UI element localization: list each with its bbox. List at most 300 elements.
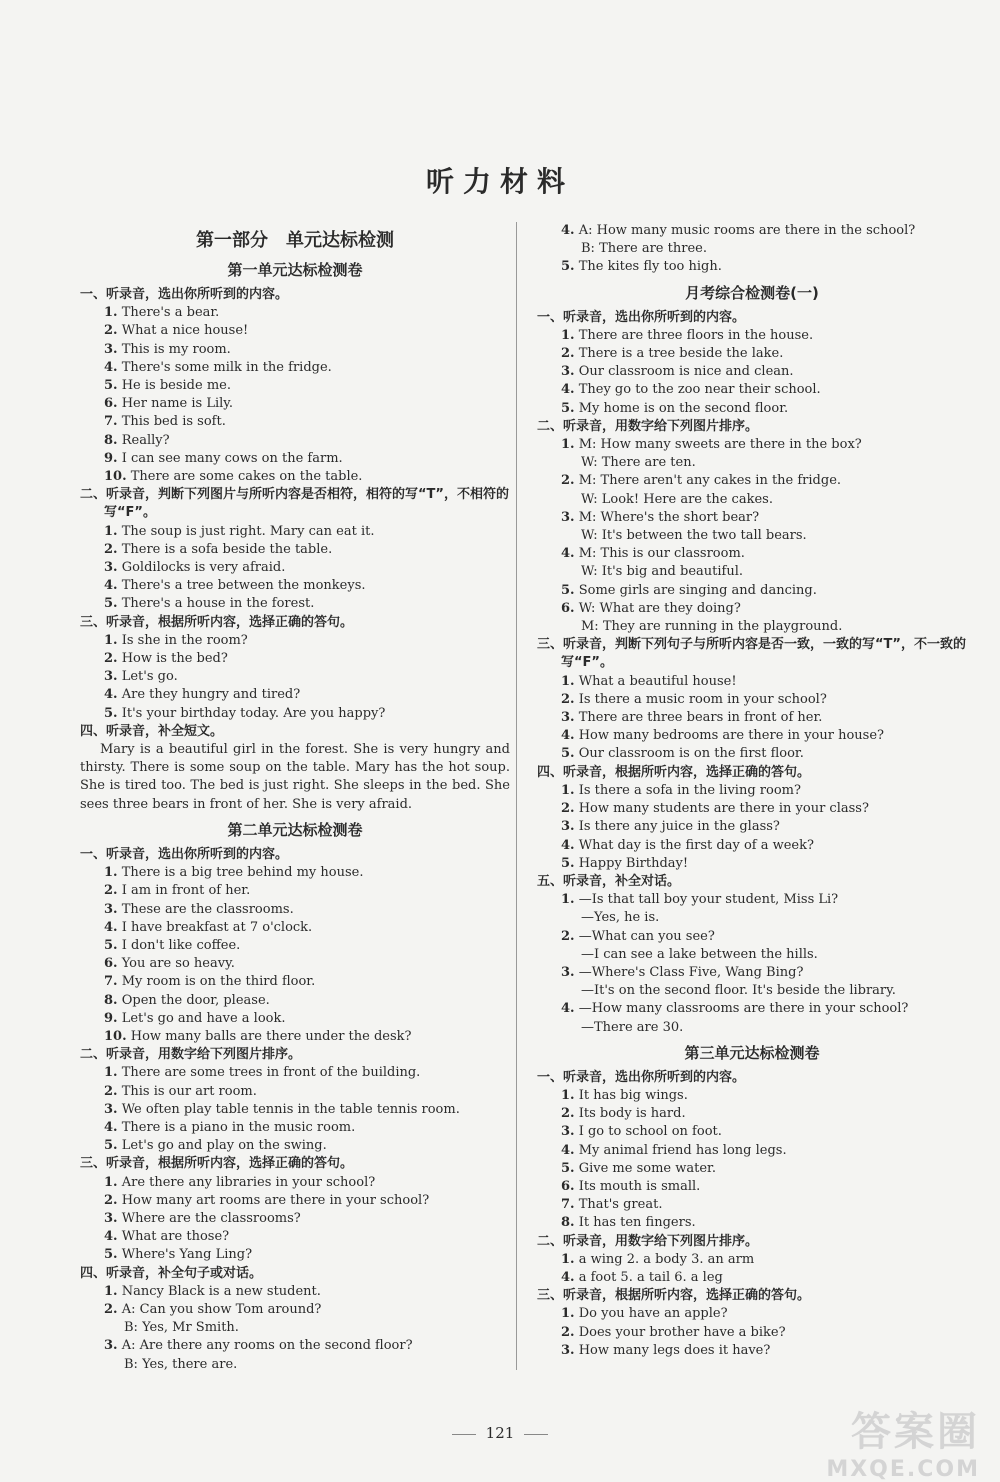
item-number: 4. <box>561 1142 575 1158</box>
item-text: I am in front of her. <box>121 883 251 899</box>
item-number: 1. <box>104 865 118 881</box>
section-instruction: 四、听录音，补全句子或对话。 <box>80 1265 263 1281</box>
list-item <box>537 709 967 727</box>
section-instruction: 三、听录音，根据所听内容，选择正确的答句。 <box>80 1156 354 1172</box>
item-number: 3. <box>104 1338 118 1354</box>
part-heading: 第一部分 单元达标检测 <box>196 230 394 251</box>
item-text: A: How many music rooms are there in the school? <box>578 223 916 238</box>
item-text: Is there a music room in your school? <box>578 691 827 707</box>
list-item <box>80 450 510 468</box>
list-item <box>80 595 510 613</box>
list-item <box>80 341 510 359</box>
item-text: What are those? <box>121 1229 230 1245</box>
item-number: 2. <box>104 541 118 557</box>
list-item <box>537 1214 967 1232</box>
list-item <box>537 1196 967 1214</box>
item-text: Really? <box>121 432 170 448</box>
item-number: 8. <box>561 1215 575 1231</box>
list-item <box>80 577 510 595</box>
list-item <box>537 1123 967 1141</box>
list-item <box>537 258 967 276</box>
item-number: 4. <box>561 1001 575 1017</box>
item-text: Happy Birthday! <box>578 855 689 871</box>
unit-heading: 月考综合检测卷(一) <box>685 283 819 302</box>
item-text: Some girls are singing and dancing. <box>578 582 817 598</box>
item-text: W: What are they doing? <box>578 600 741 616</box>
list-item <box>80 1064 510 1082</box>
right-column <box>537 222 967 1360</box>
section-instruction: 四、听录音，根据所听内容，选择正确的答句。 <box>537 764 811 780</box>
item-text: There are some trees in front of the building. <box>121 1065 421 1081</box>
item-text: B: Yes, Mr Smith. <box>124 1320 239 1336</box>
list-item <box>537 222 967 240</box>
item-text: It has ten fingers. <box>578 1215 696 1231</box>
list-item <box>80 1137 510 1155</box>
section-instruction: 一、听录音，选出你所听到的内容。 <box>80 287 289 302</box>
item-number: 6. <box>561 1178 575 1194</box>
list-item <box>537 582 967 600</box>
list-item <box>80 1083 510 1101</box>
item-text: Is there any juice in the glass? <box>578 819 780 835</box>
item-number: 3. <box>561 964 575 980</box>
item-text: Do you have an apple? <box>578 1306 728 1322</box>
item-text: These are the classrooms. <box>121 901 294 917</box>
list-item <box>537 928 967 946</box>
list-item <box>537 727 967 745</box>
item-text: What a nice house! <box>121 323 249 339</box>
list-item <box>80 559 510 577</box>
item-number: 2. <box>561 691 575 707</box>
section-instruction: 三、听录音，根据所听内容，选择正确的答句。 <box>80 614 354 630</box>
list-item <box>537 1324 967 1342</box>
dialogue-reply <box>537 618 967 636</box>
item-text: How is the bed? <box>121 651 228 667</box>
watermark-text: 答案圈 <box>851 1409 980 1455</box>
item-text: There's a house in the forest. <box>121 596 315 612</box>
item-text: They go to the zoo near their school. <box>578 382 821 398</box>
item-text: I don't like coffee. <box>121 937 241 953</box>
list-item <box>537 345 967 363</box>
list-item <box>537 363 967 381</box>
item-text: —There are 30. <box>581 1019 684 1035</box>
watermark-logo <box>826 1400 980 1482</box>
item-number: 1. <box>104 305 118 321</box>
item-number: 2. <box>104 1083 118 1099</box>
item-number: 10. <box>104 469 127 485</box>
item-number: 5. <box>561 746 575 762</box>
item-text: My home is on the second floor. <box>578 400 789 416</box>
item-text: There's some milk in the fridge. <box>121 359 332 375</box>
item-number: 2. <box>561 1324 575 1340</box>
item-text: M: They are running in the playground. <box>581 619 843 635</box>
item-number: 5. <box>104 1247 118 1263</box>
item-text: My room is on the third floor. <box>121 974 316 990</box>
left-column <box>80 222 510 1374</box>
list-item <box>80 322 510 340</box>
item-number: 2. <box>104 883 118 899</box>
item-text: Is she in the room? <box>121 632 248 648</box>
item-text: a wing 2. a body 3. an arm <box>578 1251 755 1267</box>
item-number: 4. <box>561 546 575 562</box>
item-text: Goldilocks is very afraid. <box>121 560 286 576</box>
item-text: There's a tree between the monkeys. <box>121 578 366 594</box>
list-item <box>80 541 510 559</box>
item-text: W: Look! Here are the cakes. <box>581 491 773 507</box>
list-item <box>80 901 510 919</box>
list-item <box>80 650 510 668</box>
item-number: 3. <box>561 364 575 380</box>
item-text: Are they hungry and tired? <box>121 687 301 703</box>
list-item <box>537 855 967 873</box>
list-item <box>537 782 967 800</box>
item-text: Let's go. <box>121 669 178 685</box>
item-text: There are some cakes on the table. <box>130 469 363 485</box>
item-text: How many legs does it have? <box>578 1342 771 1358</box>
item-number: 3. <box>104 669 118 685</box>
list-item <box>537 436 967 454</box>
item-number: 4. <box>104 1229 118 1245</box>
item-number: 8. <box>104 992 118 1008</box>
item-text: I can see many cows on the farm. <box>121 450 343 466</box>
dialogue-reply <box>537 1019 967 1037</box>
item-number: 1. <box>104 1174 118 1190</box>
list-item <box>537 381 967 399</box>
item-number: 4. <box>104 687 118 703</box>
item-text: Our classroom is nice and clean. <box>578 364 794 380</box>
list-item <box>80 705 510 723</box>
list-item <box>80 523 510 541</box>
item-text: I go to school on foot. <box>578 1124 722 1140</box>
dialogue-reply <box>80 1356 510 1374</box>
item-text: Open the door, please. <box>121 992 270 1008</box>
item-number: 2. <box>561 473 575 489</box>
list-item <box>537 891 967 909</box>
dialogue-reply <box>537 982 967 1000</box>
item-number: 1. <box>561 673 575 689</box>
list-item <box>80 1101 510 1119</box>
page-number: 121 <box>0 1424 1000 1442</box>
list-item <box>80 864 510 882</box>
item-text: Where's Yang Ling? <box>121 1247 253 1263</box>
item-number: 1. <box>561 327 575 343</box>
list-item <box>80 1337 510 1355</box>
list-item <box>80 632 510 650</box>
list-item <box>537 800 967 818</box>
list-item <box>537 545 967 563</box>
section-instruction: 五、听录音，补全对话。 <box>537 873 681 889</box>
item-text: —Yes, he is. <box>581 910 660 926</box>
item-number: 1. <box>561 437 575 453</box>
list-item <box>537 1305 967 1323</box>
item-text: —Is that tall boy your student, Miss Li? <box>578 892 839 908</box>
list-item <box>80 1119 510 1137</box>
item-text: What day is the first day of a week? <box>578 837 814 853</box>
list-item <box>537 691 967 709</box>
item-text: Its body is hard. <box>578 1106 686 1122</box>
list-item <box>80 919 510 937</box>
item-text: Let's go and play on the swing. <box>121 1138 327 1154</box>
item-number: 5. <box>561 1160 575 1176</box>
item-number: 1. <box>561 892 575 908</box>
item-number: 5. <box>104 378 118 394</box>
item-text: How many balls are there under the desk? <box>130 1028 412 1044</box>
list-item <box>537 1160 967 1178</box>
item-number: 9. <box>104 1010 118 1026</box>
item-number: 4. <box>561 223 575 238</box>
item-number: 1. <box>104 632 118 648</box>
list-item <box>537 1251 967 1269</box>
item-number: 1. <box>104 1065 118 1081</box>
list-item <box>80 413 510 431</box>
item-text: —How many classrooms are there in your school? <box>578 1001 909 1017</box>
item-number: 4. <box>561 382 575 398</box>
list-item <box>80 992 510 1010</box>
item-text: We often play table tennis in the table tennis room. <box>121 1101 460 1117</box>
item-number: 3. <box>561 710 575 726</box>
dialogue-reply <box>537 946 967 964</box>
dialogue-reply <box>537 491 967 509</box>
item-number: 4. <box>104 919 118 935</box>
item-text: Its mouth is small. <box>578 1178 701 1194</box>
dialogue-reply <box>537 527 967 545</box>
item-text: This bed is soft. <box>121 414 226 430</box>
item-text: Is there a sofa in the living room? <box>578 782 801 798</box>
section-instruction: 三、听录音，判断下列句子与所听内容是否一致，一致的写“T”，不一致的写“F”。 <box>537 637 966 671</box>
item-text: The kites fly too high. <box>578 259 722 275</box>
item-text: How many students are there in your class? <box>578 801 869 817</box>
item-text: I have breakfast at 7 o'clock. <box>121 919 313 935</box>
item-number: 2. <box>561 801 575 817</box>
section-instruction: 四、听录音，补全短文。 <box>80 723 224 739</box>
dialogue-reply <box>537 909 967 927</box>
list-item <box>537 1269 967 1287</box>
item-text: M: Where's the short bear? <box>578 509 760 525</box>
item-number: 2. <box>561 1106 575 1122</box>
item-text: B: Yes, there are. <box>124 1356 238 1372</box>
list-item <box>80 1174 510 1192</box>
item-number: 10. <box>104 1028 127 1044</box>
item-text: Let's go and have a look. <box>121 1010 286 1026</box>
unit-heading: 第一单元达标检测卷 <box>227 261 363 279</box>
item-text: W: There are ten. <box>581 455 696 471</box>
item-number: 2. <box>104 323 118 339</box>
list-item <box>80 668 510 686</box>
item-text: There is a piano in the music room. <box>121 1119 356 1135</box>
list-item <box>537 1142 967 1160</box>
item-text: It's your birthday today. Are you happy? <box>121 705 386 721</box>
item-number: 5. <box>561 259 575 275</box>
unit-heading: 第二单元达标检测卷 <box>227 820 363 839</box>
page-title: 听力材料 <box>425 165 574 198</box>
item-text: A: Can you show Tom around? <box>121 1301 322 1317</box>
list-item <box>80 432 510 450</box>
item-text: There is a sofa beside the table. <box>121 541 333 557</box>
item-number: 5. <box>104 596 118 612</box>
list-item <box>80 1028 510 1046</box>
list-item <box>80 882 510 900</box>
item-text: There is a tree beside the lake. <box>578 346 784 362</box>
item-number: 2. <box>561 928 575 944</box>
item-text: W: It's between the two tall bears. <box>581 528 807 544</box>
item-text: Are there any libraries in your school? <box>121 1174 376 1190</box>
list-item <box>80 1010 510 1028</box>
dialogue-reply <box>80 1319 510 1337</box>
list-item <box>537 964 967 982</box>
item-number: 1. <box>104 523 118 539</box>
column-divider <box>516 222 517 1370</box>
list-item <box>537 600 967 618</box>
list-item <box>537 327 967 345</box>
list-item <box>80 973 510 991</box>
item-text: M: There aren't any cakes in the fridge. <box>578 473 842 489</box>
item-text: A: Are there any rooms on the second floor? <box>121 1338 413 1354</box>
item-text: There is a big tree behind my house. <box>121 865 364 881</box>
item-text: Does your brother have a bike? <box>578 1324 786 1340</box>
item-number: 1. <box>561 1251 575 1267</box>
item-number: 9. <box>104 450 118 466</box>
list-item <box>537 818 967 836</box>
item-text: How many bedrooms are there in your house? <box>578 728 884 744</box>
section-instruction: 二、听录音，用数字给下列图片排序。 <box>80 1047 302 1063</box>
item-number: 3. <box>104 341 118 357</box>
list-item <box>80 377 510 395</box>
item-number: 5. <box>104 705 118 721</box>
list-item <box>80 1192 510 1210</box>
list-item <box>537 837 967 855</box>
item-number: 4. <box>104 359 118 375</box>
item-number: 3. <box>561 1124 575 1140</box>
item-number: 6. <box>561 600 575 616</box>
item-number: 7. <box>561 1197 575 1213</box>
item-number: 3. <box>561 1342 575 1358</box>
item-number: 7. <box>104 414 118 430</box>
item-text: W: It's big and beautiful. <box>581 564 743 580</box>
item-number: 3. <box>104 560 118 576</box>
item-text: There are three floors in the house. <box>578 327 814 343</box>
list-item <box>80 395 510 413</box>
item-number: 1. <box>561 1306 575 1322</box>
item-text: What a beautiful house! <box>578 673 737 689</box>
item-number: 1. <box>104 1283 118 1299</box>
item-number: 5. <box>561 400 575 416</box>
list-item <box>80 1228 510 1246</box>
item-number: 5. <box>561 855 575 871</box>
section-instruction: 一、听录音，选出你所听到的内容。 <box>537 309 746 325</box>
item-text: The soup is just right. Mary can eat it. <box>121 523 375 539</box>
list-item <box>537 673 967 691</box>
item-text: Where are the classrooms? <box>121 1210 301 1226</box>
section-instruction: 二、听录音，用数字给下列图片排序。 <box>537 1233 759 1249</box>
item-number: 3. <box>104 1101 118 1117</box>
item-number: 5. <box>104 937 118 953</box>
list-item <box>80 955 510 973</box>
item-number: 7. <box>104 974 118 990</box>
item-number: 4. <box>561 728 575 744</box>
item-text: —I can see a lake between the hills. <box>581 946 818 962</box>
item-text: There's a bear. <box>121 305 220 321</box>
list-item <box>80 468 510 486</box>
item-text: Give me some water. <box>578 1160 716 1176</box>
list-item <box>80 1246 510 1264</box>
item-text: There are three bears in front of her. <box>578 710 823 726</box>
item-text: M: This is our classroom. <box>578 546 745 562</box>
item-number: 1. <box>561 782 575 798</box>
section-instruction: 一、听录音，选出你所听到的内容。 <box>80 846 289 862</box>
item-number: 3. <box>561 819 575 835</box>
item-text: —What can you see? <box>578 928 715 944</box>
watermark-url: MXQE.COM <box>826 1457 980 1482</box>
list-item <box>80 359 510 377</box>
item-number: 2. <box>104 1192 118 1208</box>
item-text: Her name is Lily. <box>121 396 234 412</box>
item-number: 2. <box>104 1301 118 1317</box>
item-text: He is beside me. <box>121 378 231 394</box>
item-text: M: How many sweets are there in the box? <box>578 437 862 453</box>
item-number: 2. <box>561 346 575 362</box>
section-instruction: 三、听录音，根据所听内容，选择正确的答句。 <box>537 1288 811 1304</box>
item-number: 1. <box>561 1087 575 1103</box>
list-item <box>537 745 967 763</box>
passage-paragraph: Mary is a beautiful girl in the forest. She is very hungry and thirsty. There is some soup on the table. Mary has the hot soup. She is tired too. The bed is just right. She sleeps in the bed. She sees three bears in front of her. She is very afraid. <box>80 742 510 812</box>
list-item <box>537 509 967 527</box>
list-item <box>80 1283 510 1301</box>
list-item <box>80 686 510 704</box>
item-number: 4. <box>561 1269 575 1285</box>
item-text: You are so heavy. <box>121 956 235 972</box>
section-instruction: 二、听录音，判断下列图片与所听内容是否相符，相符的写“T”，不相符的写“F”。 <box>80 487 509 521</box>
section-instruction: 一、听录音，选出你所听到的内容。 <box>537 1069 746 1085</box>
item-text: —Where's Class Five, Wang Bing? <box>578 964 804 980</box>
list-item <box>537 1105 967 1123</box>
item-number: 5. <box>561 582 575 598</box>
item-text: This is my room. <box>121 341 231 357</box>
item-number: 2. <box>104 651 118 667</box>
item-text: That's great. <box>578 1197 663 1213</box>
list-item <box>80 304 510 322</box>
item-text: a foot 5. a tail 6. a leg <box>578 1269 723 1285</box>
item-number: 3. <box>104 1210 118 1226</box>
item-text: It has big wings. <box>578 1087 688 1103</box>
section-instruction: 二、听录音，用数字给下列图片排序。 <box>537 418 759 434</box>
item-number: 8. <box>104 432 118 448</box>
item-text: B: There are three. <box>581 241 707 257</box>
list-item <box>537 400 967 418</box>
item-number: 6. <box>104 396 118 412</box>
list-item <box>80 1210 510 1228</box>
item-number: 5. <box>104 1138 118 1154</box>
item-number: 4. <box>104 578 118 594</box>
item-number: 3. <box>561 509 575 525</box>
dialogue-reply <box>537 563 967 581</box>
list-item <box>537 1087 967 1105</box>
item-number: 4. <box>104 1119 118 1135</box>
list-item <box>80 937 510 955</box>
dialogue-reply <box>537 454 967 472</box>
item-text: How many art rooms are there in your school? <box>121 1192 430 1208</box>
item-text: This is our art room. <box>121 1083 257 1099</box>
unit-heading: 第三单元达标检测卷 <box>684 1043 820 1062</box>
item-text: —It's on the second floor. It's beside the library. <box>581 983 896 999</box>
list-item <box>537 1342 967 1360</box>
item-number: 4. <box>561 837 575 853</box>
list-item <box>537 1000 967 1018</box>
list-item <box>80 1301 510 1319</box>
dialogue-reply <box>537 240 967 258</box>
item-text: Our classroom is on the first floor. <box>578 746 804 762</box>
list-item <box>537 1178 967 1196</box>
item-number: 6. <box>104 956 118 972</box>
item-text: My animal friend has long legs. <box>578 1142 787 1158</box>
